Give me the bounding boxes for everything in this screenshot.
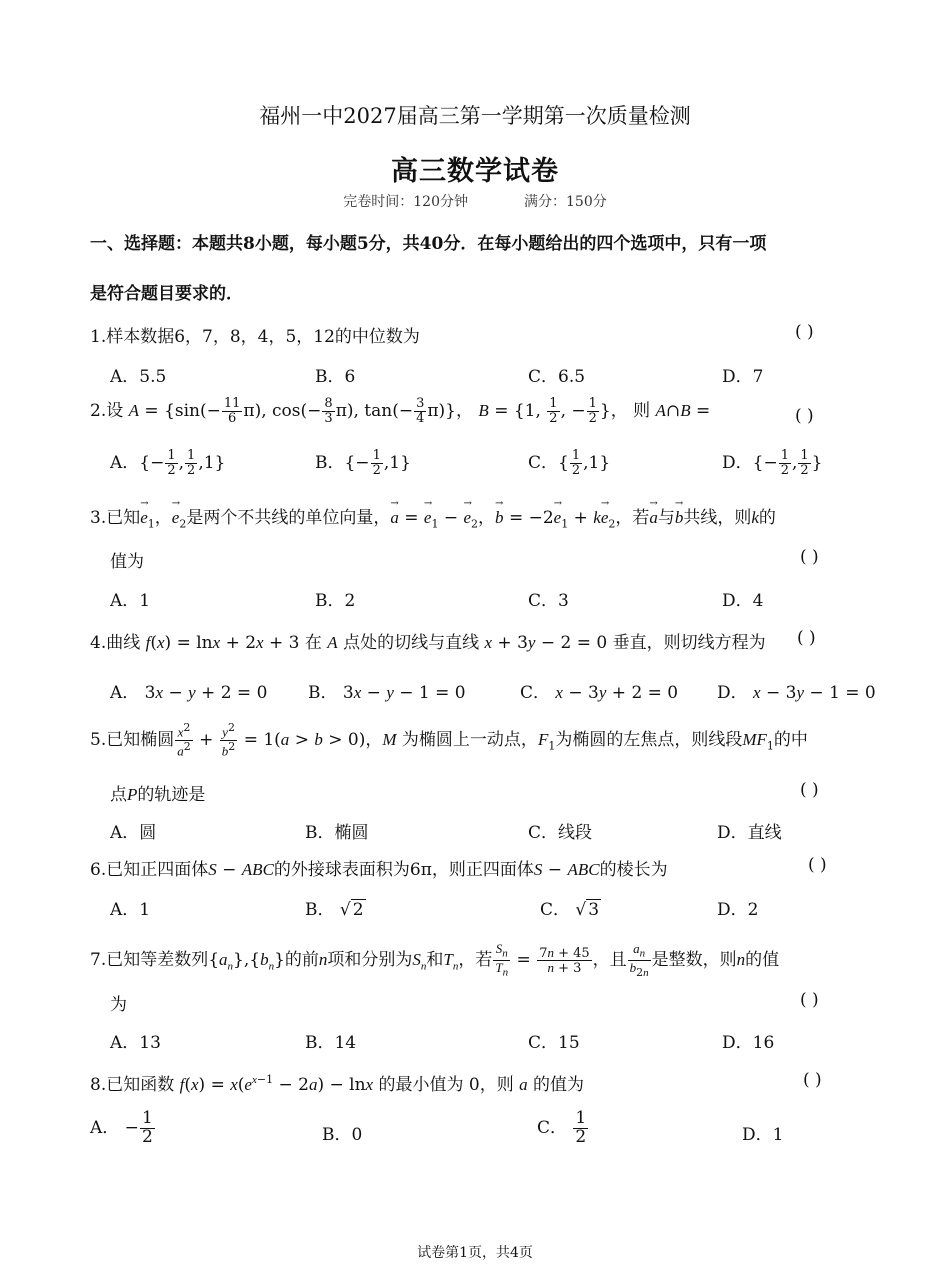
q4-option-c: C． x − 3y + 2 = 0 [520, 683, 679, 703]
q6-option-d: D．2 [717, 900, 759, 920]
exam-meta [0, 191, 950, 211]
question-8-stem: 8.已知函数 $f(x) = x(e^{x-1} - 2a) - \ln x$ 的最小值为 0，则 a 的值为 [90, 1073, 585, 1095]
q2-option-a: A．{− $\frac{1}{2}$ , $\frac{1}{2}$ ,1} [110, 448, 226, 478]
school-title: 福州一中2027届高三第一学期第一次质量检测 [259, 104, 691, 128]
q7-option-c: C．15 [528, 1033, 580, 1053]
q3-option-c: C．3 [528, 591, 569, 611]
answer-paren: ( ) [795, 406, 814, 426]
answer-paren: ( ) [800, 547, 819, 567]
q1-option-c: C．6.5 [528, 367, 586, 387]
q5-option-d: D．直线 [717, 823, 782, 843]
question-7-stem: 7.已知等差数列$\{a_n\},\{b_n\}$的前n项和分别为$S_n$和$T_n$，若 $\frac{S_n}{T_n}$ = $\frac{7n + 45}{n + 3}$ ，且 $\frac{a_n}{b_{2n}}$ 是整数，则n的值 [90, 941, 780, 979]
q1-option-a: A．5.5 [110, 367, 167, 387]
question-6-stem: 6.已知正四面体S − ABC的外接球表面积为6π，则正四面体S − ABC的棱长为 [90, 860, 668, 880]
exam-score: 满分：150分 [524, 194, 607, 210]
answer-paren: ( ) [800, 780, 819, 800]
question-5-cont: 点P的轨迹是 [110, 785, 206, 805]
section-heading-line2: 是符合题目要求的． [90, 284, 243, 304]
question-4-stem: 4.曲线 f(x) = lnx + 2x + 3 在 A 点处的切线与直线 x + 3y − 2 = 0 垂直，则切线方程为 [90, 633, 766, 653]
question-2-stem: 2.设 A = {sin(− $\frac{11}{6}$ π), cos(− $\frac{8}{3}$ π), tan(− $\frac{3}{4}$ π)}， B = {1, $\frac{1}{2}$ , − $\frac{1}{2}$ }， 则 A∩B = [90, 396, 711, 426]
q4-option-d: D． x − 3y − 1 = 0 [717, 683, 876, 703]
q1-option-b: B．6 [315, 367, 356, 387]
question-3-cont: 值为 [110, 552, 144, 572]
q6-option-c: C． √ 3 [540, 900, 600, 920]
q2-option-d: D．{− $\frac{1}{2}$ , $\frac{1}{2}$ } [722, 448, 823, 478]
q5-option-b: B．椭圆 [305, 823, 369, 843]
answer-paren: ( ) [808, 855, 827, 875]
page-footer: 试卷第1页，共4页 [417, 1245, 533, 1261]
q2-option-c: C．{ $\frac{1}{2}$ ,1} [528, 448, 611, 478]
question-1-stem: 1.样本数据6，7，8，4，5，12的中位数为 [90, 327, 420, 347]
q2-option-b: B．{− $\frac{1}{2}$ ,1} [315, 448, 411, 478]
answer-paren: ( ) [803, 1070, 822, 1090]
section-heading-line1: 一、选择题：本题共8小题，每小题5分，共40分．在每小题给出的四个选项中，只有一项 [90, 234, 767, 254]
q7-option-d: D．16 [722, 1033, 775, 1053]
answer-paren: ( ) [795, 322, 814, 342]
q3-option-b: B．2 [315, 591, 356, 611]
q5-option-c: C．线段 [528, 823, 593, 843]
q7-option-b: B．14 [305, 1033, 357, 1053]
answer-paren: ( ) [800, 990, 819, 1010]
q5-option-a: A．圆 [110, 823, 157, 843]
question-5-stem: 5.已知椭圆 $\frac{x^2}{a^2}$ + $\frac{y^2}{b^2}$ = 1(a > b > 0)，M 为椭圆上一动点，$F_1$为椭圆的左焦点，则线段$MF_1$的中 [90, 721, 808, 759]
q6-option-a: A．1 [110, 900, 151, 920]
question-3-stem: 3.已知→ $e_1$，→ $e_2$是两个不共线的单位向量，→ a = → $e_1$ − → $e_2$，→ $b = -2\to e_1 + k\to e_2$，若→ a与→ b共线，则k的 [90, 503, 776, 530]
q6-option-b: B． √ 2 [305, 900, 364, 920]
q8-option-b: B．0 [322, 1125, 363, 1145]
exam-title: 高三数学试卷 [391, 156, 559, 187]
q8-option-c: C． $\frac{1}{2}$ [537, 1108, 587, 1147]
q3-option-d: D．4 [722, 591, 764, 611]
answer-paren: ( ) [797, 628, 816, 648]
q7-option-a: A．13 [110, 1033, 161, 1053]
q4-option-a: A． 3x − y + 2 = 0 [110, 683, 268, 703]
q3-option-a: A．1 [110, 591, 151, 611]
q8-option-d: D．1 [742, 1125, 784, 1145]
exam-time: 完卷时间：120分钟 [343, 194, 468, 210]
question-7-cont: 为 [110, 995, 127, 1015]
q4-option-b: B． 3x − y − 1 = 0 [308, 683, 466, 703]
q8-option-a: A． − $\frac{1}{2}$ [90, 1108, 153, 1147]
q1-option-d: D．7 [722, 367, 764, 387]
